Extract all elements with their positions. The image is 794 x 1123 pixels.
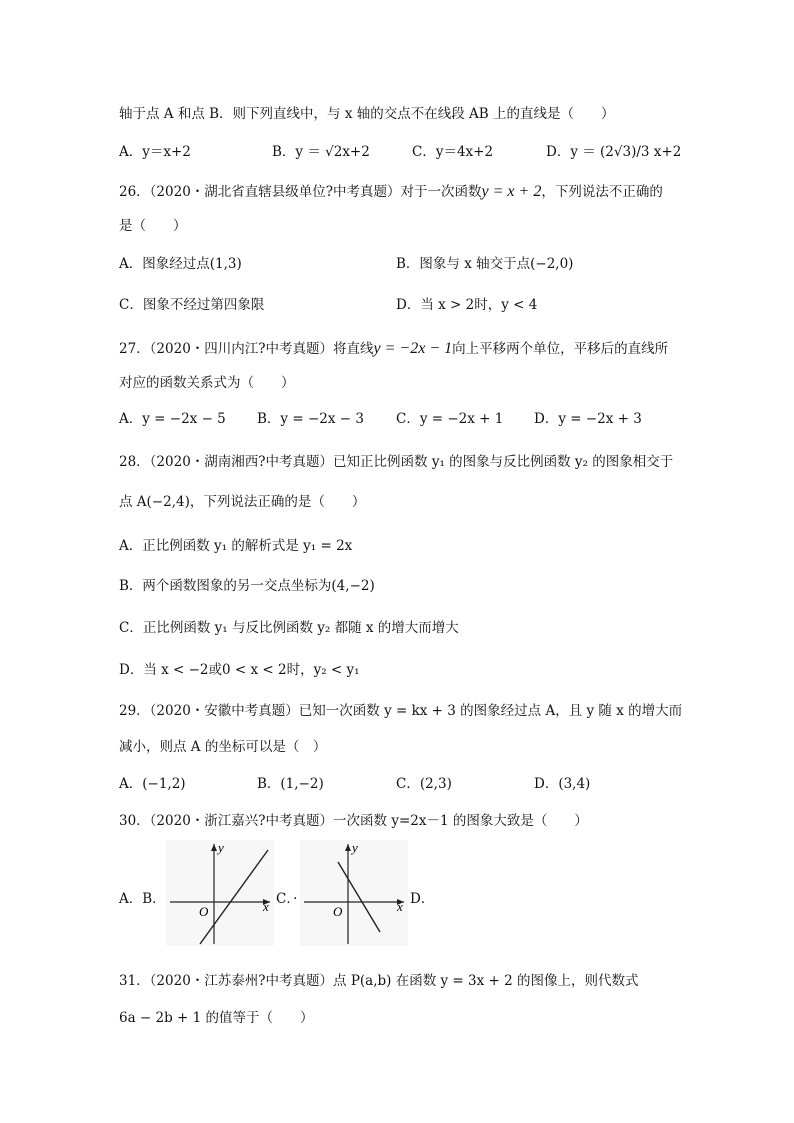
q28-option-c: C．正比例函数 y₁ 与反比例函数 y₂ 都随 x 的增大而增大 <box>119 620 459 636</box>
q29-option-a: A．(−1,2) <box>119 776 186 792</box>
q29-stem-line-1: 29．（2020・安徽中考真题）已知一次函数 y = kx + 3 的图象经过点 A，且 y 随 x 的增大而 <box>119 703 683 719</box>
q27-option-c: C．y = −2x + 1 <box>396 411 504 427</box>
q30-stem: 30．（2020・浙江嘉兴?中考真题）一次函数 y=2x－1 的图象大致是（ ） <box>119 813 588 829</box>
q30-graph-decreasing <box>300 840 408 946</box>
q25-option-c: C．y＝4x+2 <box>412 144 494 160</box>
q27-option-a: A．y = −2x − 5 <box>119 411 226 427</box>
graph1-y-label: y <box>218 840 224 855</box>
q25-stem-tail: 轴于点 A 和点 B．则下列直线中，与 x 轴的交点不在线段 AB 上的直线是（ ） <box>119 106 615 122</box>
q30-label-c: C．· <box>276 891 298 907</box>
q28-option-d: D．当 x < −2或0 < x < 2时，y₂ < y₁ <box>119 662 360 678</box>
q27-stem-line-2: 对应的函数关系式为（ ） <box>119 375 295 391</box>
graph2-x-label: x <box>397 899 403 914</box>
q27-option-d: D．y = −2x + 3 <box>534 411 642 427</box>
q25-option-a: A．y＝x+2 <box>119 144 191 160</box>
q27-formula: y = −2x − 1 <box>373 340 453 357</box>
graph2-origin-label: O <box>333 904 343 919</box>
q29-stem-line-2: 减小，则点 A 的坐标可以是（ ） <box>119 739 327 755</box>
q30-graph-increasing <box>166 840 274 946</box>
q26-option-b: B．图象与 x 轴交于点(−2,0) <box>396 256 574 272</box>
q28-option-a: A．正比例函数 y₁ 的解析式是 y₁ = 2x <box>119 538 353 554</box>
q28-stem-line-1: 28．（2020・湖南湘西?中考真题）已知正比例函数 y₁ 的图象与反比例函数 y₂ 的图象相交于 <box>119 454 674 470</box>
q26-formula: y = x + 2 <box>481 183 542 200</box>
graph2-y-label: y <box>352 840 358 855</box>
q29-option-d: D．(3,4) <box>534 776 591 792</box>
q26-option-c: C．图象不经过第四象限 <box>119 297 265 313</box>
q29-option-b: B．(1,−2) <box>257 776 324 792</box>
q30-label-ab: A．B． <box>119 891 166 907</box>
q26-stem-suffix: ，下列说法不正确的 <box>541 184 663 200</box>
q27-stem-prefix: 27．（2020・四川内江?中考真题）将直线 <box>119 341 374 357</box>
q27-option-b: B．y = −2x − 3 <box>257 411 364 427</box>
q28-stem-line-2: 点 A(−2,4)，下列说法正确的是（ ） <box>119 494 366 510</box>
q27-stem-line-1 <box>119 339 668 359</box>
q31-stem-line-1: 31．（2020・江苏泰州?中考真题）点 P(a,b) 在函数 y = 3x + 2 的图像上，则代数式 <box>119 973 639 989</box>
q29-option-c: C．(2,3) <box>396 776 452 792</box>
graph1-x-label: x <box>263 899 269 914</box>
q30-label-d: D． <box>410 891 435 907</box>
q26-stem-prefix: 26．（2020・湖北省直辖县级单位?中考真题）对于一次函数 <box>119 184 482 200</box>
q28-option-b: B．两个函数图象的另一交点坐标为(4,−2) <box>119 578 375 594</box>
graph1-origin-label: O <box>199 904 209 919</box>
q31-stem-line-2: 6a − 2b + 1 的值等于（ ） <box>119 1010 314 1026</box>
q27-stem-suffix: 向上平移两个单位，平移后的直线所 <box>452 341 669 357</box>
q25-option-b: B．y ＝ √2x+2 <box>272 144 370 160</box>
q26-option-d: D．当 x > 2时，y < 4 <box>396 297 538 313</box>
q26-stem-line-1 <box>119 182 663 202</box>
q26-stem-line-2: 是（ ） <box>119 218 187 234</box>
q26-option-a: A．图象经过点(1,3) <box>119 256 242 272</box>
q25-option-d: D．y ＝ (2√3)/3 x+2 <box>546 144 682 160</box>
